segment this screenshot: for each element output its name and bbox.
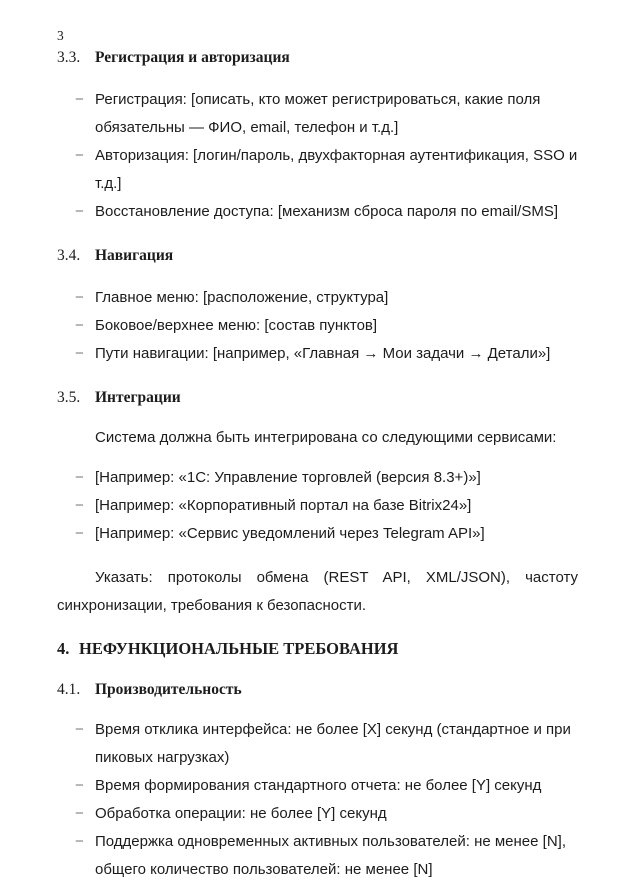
- bullet-dash-icon: −: [75, 833, 84, 850]
- intro-paragraph: Система должна быть интегрирована со следующими сервисами:: [95, 429, 557, 446]
- section-heading-3-3: [57, 48, 578, 68]
- section-number: 4.1.: [57, 681, 81, 698]
- list-item-text: [Например: «Корпоративный портал на базе Bitrix24»]: [95, 497, 472, 514]
- list-item-text: Поддержка одновременных активных пользователей: не менее [N], общего количество пользователей: не менее [N]: [95, 833, 566, 878]
- bullet-list-registration: [57, 86, 578, 226]
- chapter-heading-4: [57, 638, 578, 660]
- bullet-dash-icon: −: [75, 721, 84, 738]
- list-item-text: Восстановление доступа: [механизм сброса пароля по email/SMS]: [95, 203, 558, 220]
- list-item-text: [Например: «Сервис уведомлений через Telegram API»]: [95, 525, 485, 542]
- section-title: Интеграции: [95, 389, 181, 406]
- bullet-dash-icon: −: [75, 497, 84, 514]
- chapter-number: 4.: [57, 639, 70, 658]
- list-item-text: Обработка операции: не более [Y] секунд: [95, 805, 387, 822]
- page-number: 3: [57, 28, 64, 43]
- section-heading-3-4: [57, 246, 578, 266]
- list-item-text: Регистрация: [описать, кто может регистрироваться, какие поля обязательны — ФИО, email, телефон и т.д.]: [95, 91, 541, 136]
- list-item: [57, 340, 578, 368]
- bullet-dash-icon: −: [75, 525, 84, 542]
- list-item-text: Главное меню: [расположение, структура]: [95, 289, 389, 306]
- list-item: [57, 492, 578, 520]
- list-item: [57, 284, 578, 312]
- list-item: [57, 800, 578, 828]
- bullet-dash-icon: −: [75, 147, 84, 164]
- bullet-dash-icon: −: [75, 805, 84, 822]
- bullet-dash-icon: −: [75, 289, 84, 306]
- section-heading-4-1: [57, 680, 578, 700]
- bullet-dash-icon: −: [75, 469, 84, 486]
- list-item-text: Авторизация: [логин/пароль, двухфакторная аутентификация, SSO и т.д.]: [95, 147, 578, 192]
- section-heading-3-5: [57, 388, 578, 408]
- section-number: 3.3.: [57, 49, 81, 66]
- section-title: Производительность: [95, 681, 242, 698]
- list-item: [57, 716, 578, 772]
- bullet-dash-icon: −: [75, 345, 84, 362]
- list-item-text: Боковое/верхнее меню: [состав пунктов]: [95, 317, 378, 334]
- bullet-dash-icon: −: [75, 777, 84, 794]
- list-item: [57, 312, 578, 340]
- chapter-title: НЕФУНКЦИОНАЛЬНЫЕ ТРЕБОВАНИЯ: [79, 639, 399, 658]
- list-item-text: Пути навигации: [например, «Главная → Мои задачи → Детали»]: [95, 345, 551, 362]
- section-number: 3.4.: [57, 247, 81, 264]
- list-item-text: Время отклика интерфейса: не более [X] секунд (стандартное и при пиковых нагрузках): [95, 721, 571, 766]
- section-title: Навигация: [95, 247, 174, 264]
- list-item: [57, 198, 578, 226]
- list-item: [57, 772, 578, 800]
- list-item: [57, 86, 578, 142]
- list-item: [57, 828, 578, 884]
- section-title: Регистрация и авторизация: [95, 49, 290, 66]
- outro-paragraph: Указать: протоколы обмена (REST API, XML/JSON), частоту синхронизации, требования к безопасности.: [57, 569, 578, 614]
- bullet-list-integrations: [57, 464, 578, 548]
- bullet-dash-icon: −: [75, 203, 84, 220]
- list-item: [57, 142, 578, 198]
- section-number: 3.5.: [57, 389, 81, 406]
- bullet-dash-icon: −: [75, 91, 84, 108]
- bullet-dash-icon: −: [75, 317, 84, 334]
- list-item-text: Время формирования стандартного отчета: не более [Y] секунд: [95, 777, 542, 794]
- list-item: [57, 520, 578, 548]
- list-item-text: [Например: «1С: Управление торговлей (версия 8.3+)»]: [95, 469, 481, 486]
- list-item: [57, 464, 578, 492]
- bullet-list-performance: [57, 716, 578, 884]
- bullet-list-navigation: [57, 284, 578, 368]
